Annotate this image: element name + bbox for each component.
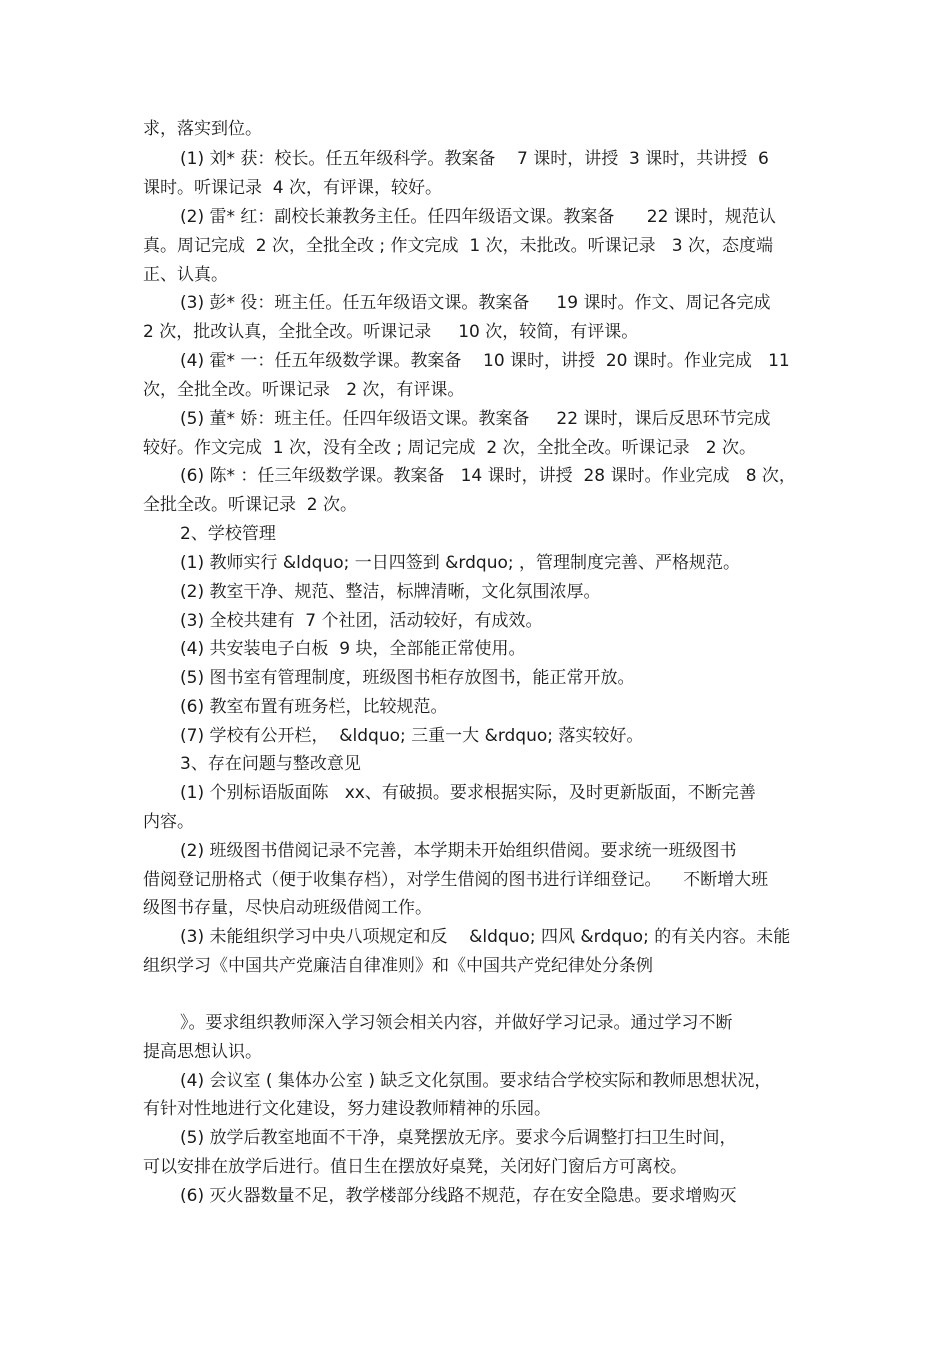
text-line: (1) 个别标语版面陈 xx、有破损。要求根据实际，及时更新版面，不断完善: [180, 783, 756, 803]
text-line: (1) 刘* 获：校长。任五年级科学。教案备 7 课时，讲授 3 课时，共讲授 6: [180, 149, 769, 169]
text-line: 求，落实到位。: [143, 119, 262, 139]
text-line: 真。周记完成 2 次，全批全改 ; 作文完成 1 次，未批改。听课记录 3 次，态度端: [143, 236, 774, 256]
text-line: 课时。听课记录 4 次，有评课，较好。: [143, 178, 443, 198]
section-heading: 2、学校管理: [180, 524, 276, 544]
text-line: (7) 学校有公开栏， &ldquo; 三重一大 &rdquo; 落实较好。: [180, 726, 644, 746]
text-line: 全批全改。听课记录 2 次。: [143, 495, 358, 515]
text-line: 可以安排在放学后进行。值日生在摆放好桌凳，关闭好门窗后方可离校。: [143, 1157, 687, 1177]
text-line: 较好。作文完成 1 次，没有全改 ; 周记完成 2 次，全批全改。听课记录 2 次。: [143, 438, 757, 458]
text-line: (6) 教室布置有班务栏，比较规范。: [180, 697, 448, 717]
text-line: (2) 雷* 红：副校长兼教务主任。任四年级语文课。教案备 22 课时，规范认: [180, 207, 776, 227]
text-line: (6) 陈* ：任三年级数学课。教案备 14 课时，讲授 28 课时。作业完成 8 次，: [180, 466, 796, 486]
text-line: 提高思想认识。: [143, 1042, 262, 1062]
section-heading: 3、存在问题与整改意见: [180, 754, 361, 774]
text-line: (5) 放学后教室地面不干净，桌凳摆放无序。要求今后调整打扫卫生时间，: [180, 1128, 737, 1148]
text-line: 借阅登记册格式（便于收集存档），对学生借阅的图书进行详细登记。 不断增大班: [143, 870, 769, 890]
text-line: (3) 全校共建有 7 个社团，活动较好，有成效。: [180, 611, 543, 631]
text-line: 2 次，批改认真，全批全改。听课记录 10 次，较简，有评课。: [143, 322, 639, 342]
text-line: (2) 教室干净、规范、整洁，标牌清晰，文化氛围浓厚。: [180, 582, 601, 602]
text-line: (4) 霍* 一：任五年级数学课。教案备 10 课时，讲授 20 课时。作业完成 11: [180, 351, 790, 371]
text-line: (3) 彭* 役：班主任。任五年级语文课。教案备 19 课时。作文、周记各完成: [180, 293, 771, 313]
text-line: (6) 灭火器数量不足，教学楼部分线路不规范，存在安全隐患。要求增购灭: [180, 1186, 737, 1206]
text-line: 次，全批全改。听课记录 2 次，有评课。: [143, 380, 465, 400]
text-line: 内容。: [143, 812, 194, 832]
text-line: (2) 班级图书借阅记录不完善，本学期未开始组织借阅。要求统一班级图书: [180, 841, 737, 861]
text-line: 有针对性地进行文化建设，努力建设教师精神的乐园。: [143, 1099, 551, 1119]
text-line: (5) 图书室有管理制度，班级图书柜存放图书，能正常开放。: [180, 668, 635, 688]
text-line: (4) 共安装电子白板 9 块，全部能正常使用。: [180, 639, 526, 659]
text-line: (5) 董* 娇：班主任。任四年级语文课。教案备 22 课时，课后反思环节完成: [180, 409, 771, 429]
text-line: 级图书存量，尽快启动班级借阅工作。: [143, 898, 432, 918]
text-line: (1) 教师实行 &ldquo; 一日四签到 &rdquo; ，管理制度完善、严格规范。: [180, 553, 740, 573]
text-line: 》。要求组织教师深入学习领会相关内容，并做好学习记录。通过学习不断: [180, 1013, 733, 1033]
text-line: (3) 未能组织学习中央八项规定和反 &ldquo; 四风 &rdquo; 的有关内容。未能: [180, 927, 791, 947]
text-line: 正、认真。: [143, 265, 228, 285]
text-line: 组织学习《中国共产党廉洁自律准则》和《中国共产党纪律处分条例: [143, 956, 653, 976]
text-line: (4) 会议室 ( 集体办公室 ) 缺乏文化氛围。要求结合学校实际和教师思想状况，: [180, 1071, 772, 1091]
